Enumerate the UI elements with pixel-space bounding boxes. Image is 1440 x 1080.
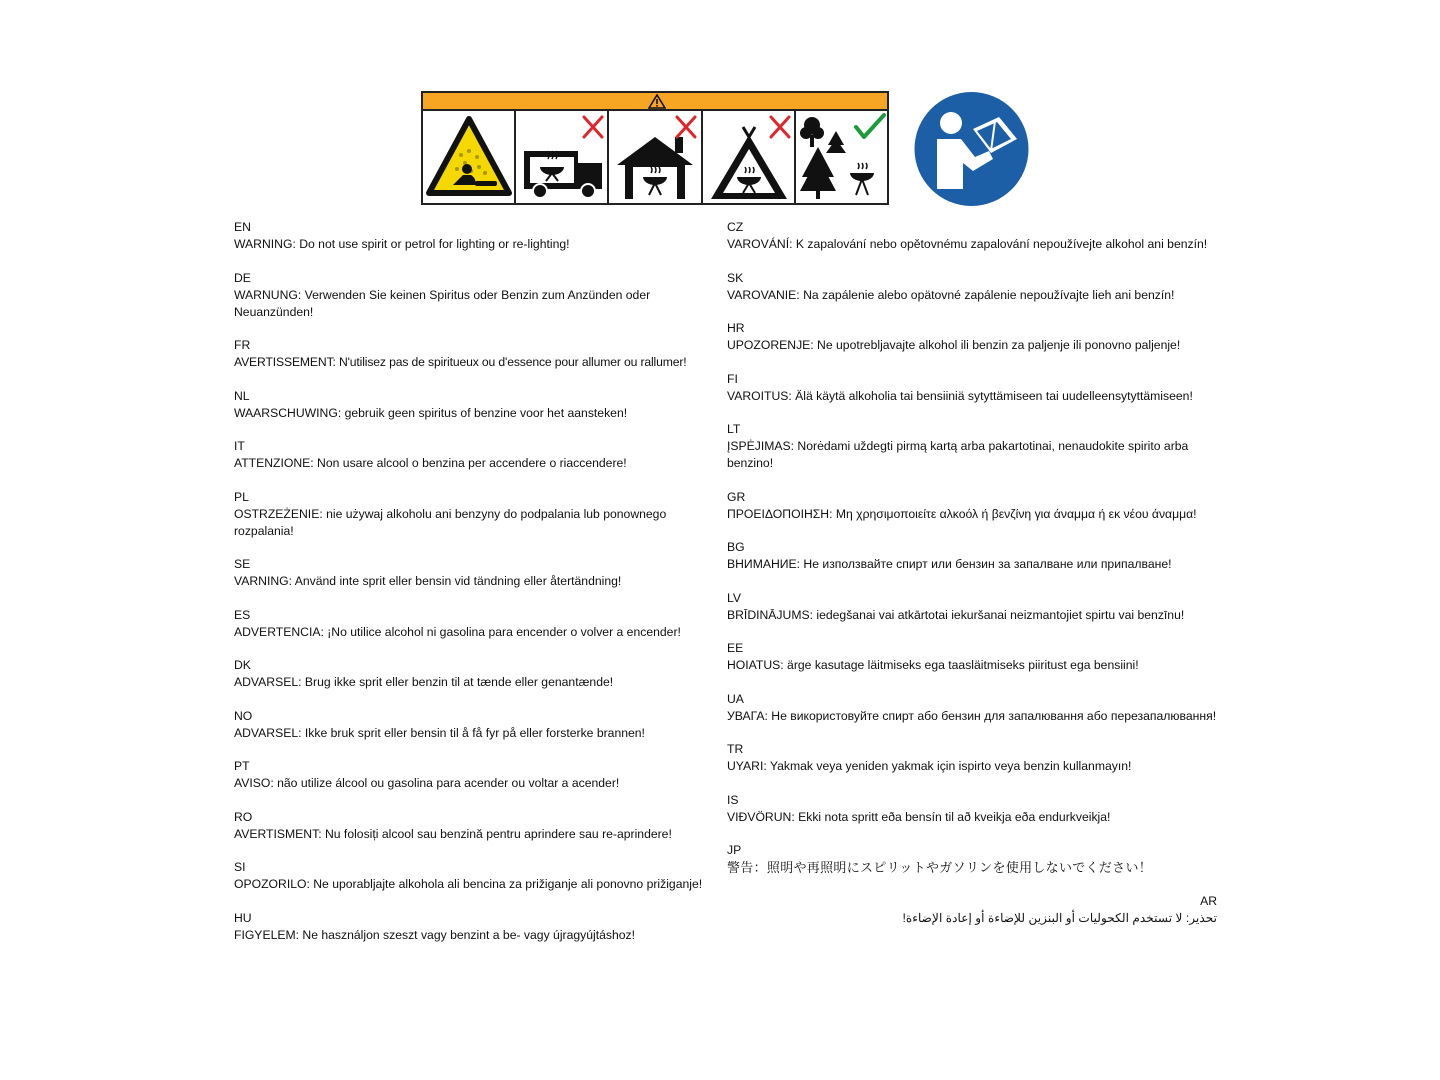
grill-in-house-icon bbox=[609, 111, 702, 203]
warning-text-left-column bbox=[234, 219, 720, 960]
language-code: LV bbox=[727, 590, 742, 605]
warning-entry-gr bbox=[727, 489, 1217, 523]
warning-text: ВНИМАНИЕ: Не използвайте спирт или бензин за запалване или припалване! bbox=[727, 557, 1172, 571]
language-code: TR bbox=[727, 742, 744, 756]
warning-entry-sk bbox=[727, 270, 1217, 304]
language-code: EE bbox=[727, 641, 744, 655]
language-code: IT bbox=[234, 439, 245, 453]
language-code: NL bbox=[234, 388, 250, 403]
warning-text: WARNING: Do not use spirit or petrol for lighting or re-lighting! bbox=[234, 237, 570, 251]
warning-text: HOIATUS: ärge kasutage läitmiseks ega taasläitmiseks piiritust ega bensiini! bbox=[727, 658, 1139, 672]
language-code: FI bbox=[727, 371, 738, 386]
warning-text: WARNUNG: Verwenden Sie keinen Spiritus oder Benzin zum Anzünden oder Neuanzünden! bbox=[234, 287, 651, 319]
language-code: IS bbox=[727, 792, 739, 807]
warning-entry-dk bbox=[234, 657, 720, 691]
grill-in-vehicle-icon bbox=[516, 111, 609, 203]
grill-in-tent-icon bbox=[703, 111, 796, 203]
warning-entry-nl bbox=[234, 388, 720, 422]
warning-entry-tr bbox=[727, 741, 1217, 775]
warning-text: УВАГА: Не використовуйте спирт або бензин для запалювання або перезапалювання! bbox=[727, 708, 1217, 723]
language-code: PL bbox=[234, 489, 249, 504]
language-code: DK bbox=[234, 658, 251, 672]
warning-entry-is bbox=[727, 792, 1217, 826]
language-code: RO bbox=[234, 809, 253, 824]
warning-entry-pl bbox=[234, 489, 720, 540]
warning-text: ĮSPĖJIMAS: Norėdami uždegti pirmą kartą arba pakartotinai, nenaudokite spirito arba benzino! bbox=[727, 439, 1189, 470]
language-code: UA bbox=[727, 691, 744, 706]
language-code: LT bbox=[727, 422, 741, 436]
warning-text: VAROITUS: Älä käytä alkoholia tai bensiiniä sytyttämiseen tai uudelleensytyttämiseen! bbox=[727, 388, 1193, 403]
warning-text: AVERTISSEMENT: N'utilisez pas de spiritueux ou d'essence pour allumer ou rallumer! bbox=[234, 355, 687, 369]
warning-text: AVERTISMENT: Nu folosiți alcool sau benzină pentru aprindere sau re-aprindere! bbox=[234, 826, 672, 841]
language-code: HU bbox=[234, 910, 252, 925]
warning-text: ADVARSEL: Brug ikke sprit eller benzin til at tænde eller genantænde! bbox=[234, 675, 614, 689]
warning-entry-bg bbox=[727, 539, 1217, 573]
warning-text-right-column bbox=[727, 219, 1217, 943]
warning-entry-hr bbox=[727, 320, 1217, 354]
warning-entry-de bbox=[234, 270, 720, 321]
warning-text: FIGYELEM: Ne használjon szeszt vagy benzint a be- vagy újragyújtáshoz! bbox=[234, 927, 636, 942]
language-code: ES bbox=[234, 607, 251, 622]
language-code: EN bbox=[234, 220, 251, 234]
warning-text: تحذير: لا تستخدم الكحوليات أو البنزين للإضاءة أو إعادة الإضاءة! bbox=[902, 910, 1217, 925]
warning-entry-ro bbox=[234, 809, 720, 843]
warning-entry-hu bbox=[234, 910, 720, 944]
read-manual-icon bbox=[913, 91, 1030, 207]
warning-header-bar bbox=[423, 93, 887, 111]
carbon-monoxide-warning-icon bbox=[423, 111, 516, 203]
warning-entry-ee bbox=[727, 640, 1217, 674]
warning-entry-ua bbox=[727, 691, 1217, 725]
warning-entry-si bbox=[234, 859, 720, 893]
language-code: AR bbox=[1200, 893, 1217, 908]
warning-triangle-icon bbox=[648, 94, 666, 109]
warning-text: ADVERTENCIA: ¡No utilice alcohol ni gasolina para encender o volver a encender! bbox=[234, 624, 681, 639]
warning-entry-pt bbox=[234, 758, 720, 792]
warning-entry-cz bbox=[727, 219, 1217, 253]
language-code: DE bbox=[234, 270, 251, 285]
warning-text: AVISO: não utilize álcool ou gasolina para acender ou voltar a acender! bbox=[234, 776, 620, 790]
language-code: FR bbox=[234, 338, 251, 352]
warning-text: VIÐVÖRUN: Ekki nota spritt eða bensín til að kveikja eða endurkveikja! bbox=[727, 809, 1111, 824]
warning-entry-se bbox=[234, 556, 720, 590]
warning-text: ΠΡΟΕΙΔΟΠΟΙΗΣΗ: Μη χρησιμοποιείτε αλκοόλ ή βενζίνη για άναμμα ή εκ νέου άναμμα! bbox=[727, 506, 1197, 521]
warning-text: ATTENZIONE: Non usare alcool o benzina per accendere o riaccendere! bbox=[234, 456, 627, 470]
language-code: BG bbox=[727, 540, 745, 554]
warning-entry-it bbox=[234, 438, 720, 472]
warning-text: VAROVÁNÍ: K zapalování nebo opětovnému zapalování nepoužívejte alkohol ani benzín! bbox=[727, 237, 1208, 251]
language-code: SE bbox=[234, 557, 251, 571]
warning-entry-fi bbox=[727, 371, 1217, 405]
warning-text: OPOZORILO: Ne uporabljajte alkohola ali bencina za prižiganje ali ponovno prižiganje! bbox=[234, 877, 703, 891]
language-code: CZ bbox=[727, 220, 744, 234]
warning-entry-ar bbox=[727, 893, 1217, 927]
language-code: PT bbox=[234, 759, 250, 773]
warning-text: VARNING: Använd inte sprit eller bensin vid tändning eller återtändning! bbox=[234, 574, 622, 588]
warning-entry-es bbox=[234, 607, 720, 641]
warning-entry-fr bbox=[234, 337, 720, 371]
warning-text: BRĪDINĀJUMS: iedegšanai vai atkārtotai iekuršanai neizmantojiet spirtu vai benzīnu! bbox=[727, 607, 1185, 622]
language-code: SK bbox=[727, 270, 744, 285]
warning-entry-en bbox=[234, 219, 720, 253]
warning-entry-no bbox=[234, 708, 720, 742]
language-code: HR bbox=[727, 321, 745, 335]
warning-text: VAROVANIE: Na zapálenie alebo opätovné zapálenie nepoužívajte lieh ani benzín! bbox=[727, 287, 1175, 302]
language-code: SI bbox=[234, 860, 246, 874]
grill-outdoors-icon bbox=[796, 111, 887, 203]
warning-text: UYARI: Yakmak veya yeniden yakmak için ispirto veya benzin kullanmayın! bbox=[727, 759, 1132, 773]
language-code: NO bbox=[234, 708, 253, 723]
warning-entry-lv bbox=[727, 590, 1217, 624]
warning-text: OSTRZEŻENIE: nie używaj alkoholu ani benzyny do podpalania lub ponownego rozpalania! bbox=[234, 506, 667, 538]
warning-text: ADVARSEL: Ikke bruk sprit eller bensin til å få fyr på eller forsterke brannen! bbox=[234, 725, 645, 740]
warning-text: WAARSCHUWING: gebruik geen spiritus of benzine voor het aansteken! bbox=[234, 405, 628, 420]
language-code: JP bbox=[727, 843, 742, 857]
safety-pictogram-strip bbox=[421, 91, 889, 205]
warning-text: 警告：照明や再照明にスピリットやガソリンを使用しないでください！ bbox=[727, 860, 1153, 875]
warning-entry-lt bbox=[727, 421, 1217, 472]
warning-entry-jp bbox=[727, 842, 1217, 876]
warning-text: UPOZORENJE: Ne upotrebljavajte alkohol ili benzin za paljenje ili ponovno paljenje! bbox=[727, 338, 1181, 352]
language-code: GR bbox=[727, 489, 746, 504]
